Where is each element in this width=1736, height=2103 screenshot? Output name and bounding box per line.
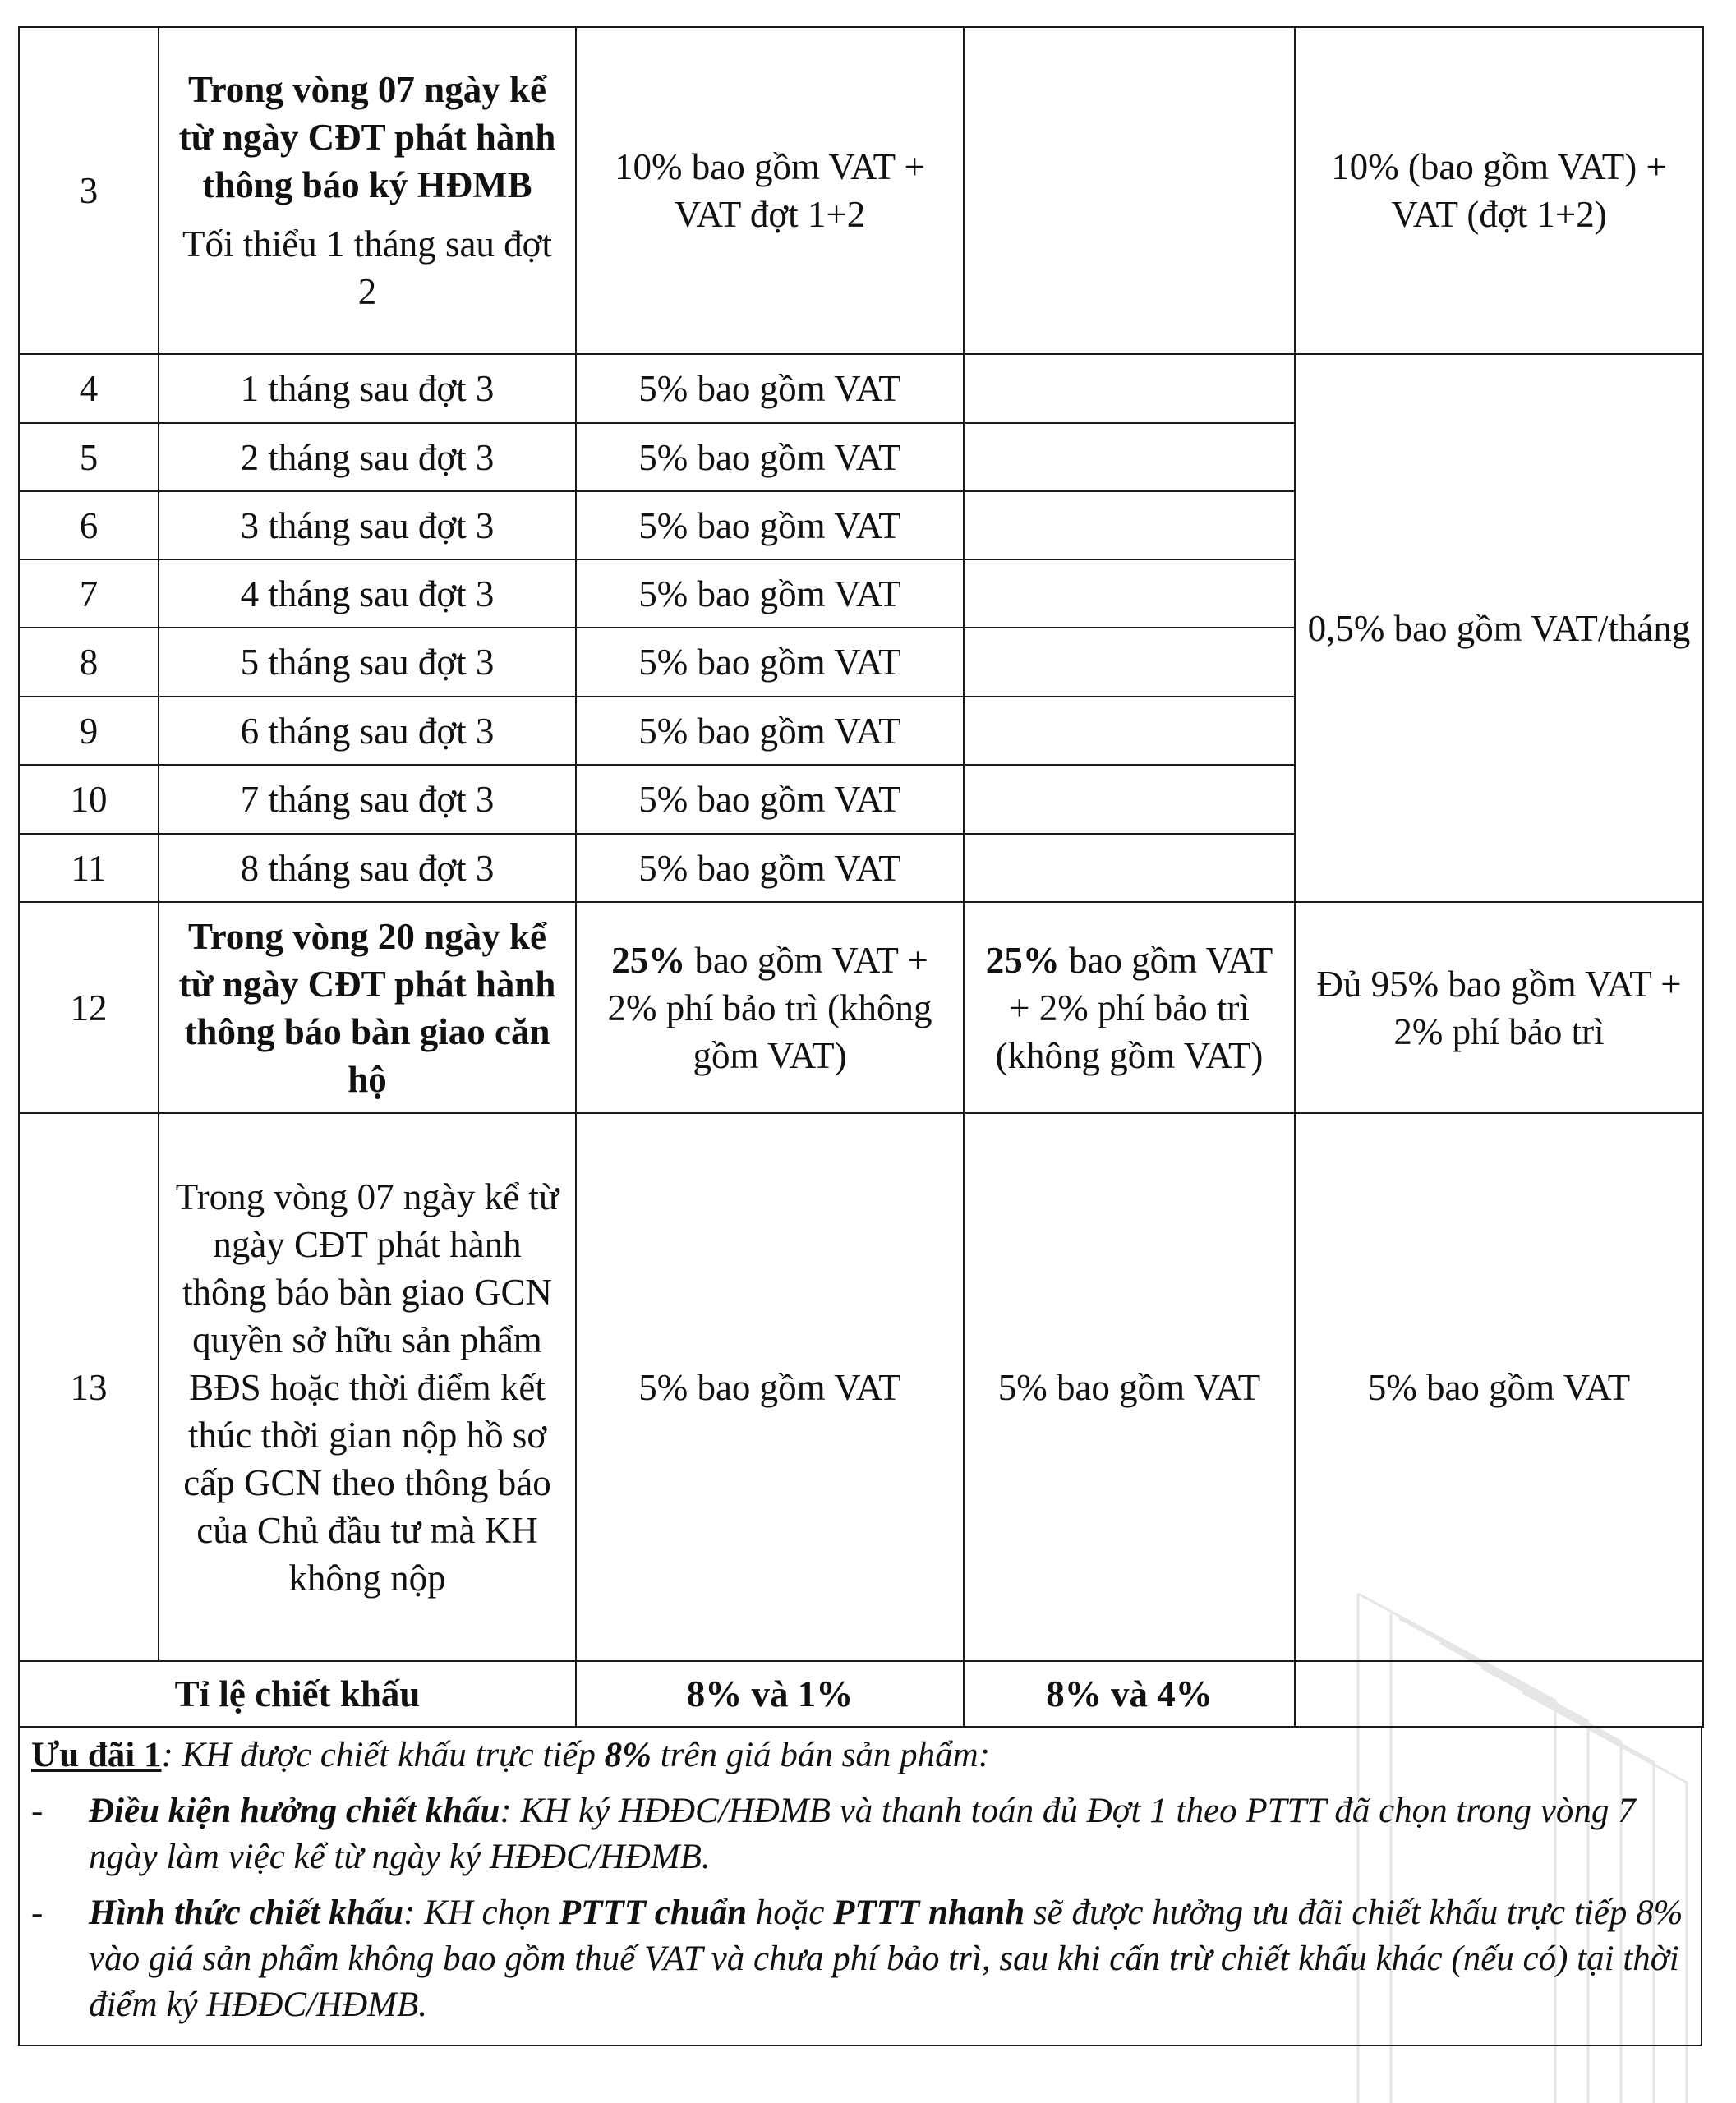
timing-sub: Tối thiểu 1 tháng sau đợt 2 — [182, 223, 552, 312]
installment-number: 4 — [19, 354, 159, 423]
condition-text — [89, 1788, 1686, 1880]
discount-form-a: : KH chọn — [403, 1894, 559, 1932]
percent-bold: 25% — [985, 939, 1060, 981]
payment-plan-1-cell: 10% bao gồm VAT + VAT đợt 1+2 — [576, 27, 964, 354]
installment-number: 3 — [19, 27, 159, 354]
payment-plan-1-cell: 5% bao gồm VAT — [576, 1113, 964, 1661]
monthly-payment-merged-cell — [1295, 354, 1703, 902]
table-row — [19, 1113, 1703, 1661]
payment-plan-2-cell — [964, 491, 1295, 559]
plan-standard: PTTT chuẩn — [559, 1894, 748, 1932]
installment-timing: Trong vòng 20 ngày kể từ ngày CĐT phát hành thông báo bàn giao căn hộ — [159, 902, 576, 1113]
payment-plan-3-cell: Đủ 95% bao gồm VAT + 2% phí bảo trì — [1295, 902, 1703, 1113]
percent-detail: bao gồm VAT + 2% phí bảo trì (không gồm VAT) — [995, 939, 1273, 1076]
monthly-payment-text: 0,5% bao gồm VAT/tháng — [1307, 607, 1691, 649]
bullet-dash: - — [31, 1792, 44, 1830]
table-row — [19, 354, 1703, 423]
list-item — [31, 1788, 1686, 1880]
payment-plan-1-cell: 5% bao gồm VAT — [576, 354, 964, 423]
installment-number: 7 — [19, 559, 159, 628]
payment-plan-2-cell — [964, 423, 1295, 491]
discount-form-e: sẽ được hưởng ưu đãi chiết khấu trực tiếp 8% vào giá sản phẩm không bao gồm thuế VAT và chưa phí bảo trì, sau khi cấn trừ chiết khấu khác (nếu có) tại thời điểm ký HĐĐC/HĐMB. — [89, 1894, 1683, 2024]
payment-plan-2-cell — [964, 354, 1295, 423]
installment-timing: 5 tháng sau đợt 3 — [159, 628, 576, 697]
payment-plan-2-cell — [964, 834, 1295, 902]
percent-detail: bao gồm VAT + 2% phí bảo trì (không gồm VAT) — [607, 939, 932, 1076]
payment-plan-2-cell — [964, 765, 1295, 834]
incentive-notes — [18, 1728, 1702, 2046]
table-row — [19, 27, 1703, 354]
lead-text: : KH được chiết khấu trực tiếp — [161, 1736, 605, 1774]
discount-form-c: hoặc — [747, 1894, 834, 1932]
discount-form-title: Hình thức chiết khấu — [89, 1894, 403, 1932]
installment-number: 9 — [19, 697, 159, 765]
installment-timing — [159, 27, 576, 354]
lead-percent: 8% — [604, 1736, 652, 1774]
installment-number: 10 — [19, 765, 159, 834]
installment-timing: 2 tháng sau đợt 3 — [159, 423, 576, 491]
installment-timing: Trong vòng 07 ngày kể từ ngày CĐT phát hành thông báo bàn giao GCN quyền sở hữu sản phẩm BĐS hoặc thời điểm kết thúc thời gian nộp hồ sơ cấp GCN theo thông báo của Chủ đầu tư mà KH không nộp — [159, 1113, 576, 1661]
installment-timing: 1 tháng sau đợt 3 — [159, 354, 576, 423]
installment-number: 6 — [19, 491, 159, 559]
installment-timing: 6 tháng sau đợt 3 — [159, 697, 576, 765]
installment-timing: 7 tháng sau đợt 3 — [159, 765, 576, 834]
payment-plan-1-cell: 5% bao gồm VAT — [576, 628, 964, 697]
payment-plan-2-cell — [964, 27, 1295, 354]
condition-detail: : KH ký HĐĐC/HĐMB và thanh toán đủ Đợt 1 theo PTTT đã chọn trong vòng 7 ngày làm việc kể từ ngày ký HĐĐC/HĐMB. — [89, 1792, 1636, 1876]
payment-plan-1-cell: 5% bao gồm VAT — [576, 559, 964, 628]
installment-timing: 4 tháng sau đợt 3 — [159, 559, 576, 628]
list-item — [31, 1890, 1686, 2028]
payment-plan-2-cell: 5% bao gồm VAT — [964, 1113, 1295, 1661]
incentive-lead — [31, 1733, 1686, 1779]
payment-plan-2-cell — [964, 559, 1295, 628]
bullet-dash: - — [31, 1894, 44, 1932]
payment-plan-1-cell: 5% bao gồm VAT — [576, 765, 964, 834]
installment-number: 5 — [19, 423, 159, 491]
lead-text-end: trên giá bán sản phẩm: — [651, 1736, 991, 1774]
timing-main: Trong vòng 07 ngày kể từ ngày CĐT phát hành thông báo ký HĐMB — [178, 69, 556, 205]
payment-schedule-document — [18, 26, 1702, 2046]
discount-plan-2: 8% và 4% — [964, 1661, 1295, 1727]
payment-plan-3-cell: 5% bao gồm VAT — [1295, 1113, 1703, 1661]
installment-number: 13 — [19, 1113, 159, 1661]
payment-plan-2-cell — [964, 628, 1295, 697]
discount-rate-row — [19, 1661, 1703, 1727]
installment-timing: 3 tháng sau đợt 3 — [159, 491, 576, 559]
plan-fast: PTTT nhanh — [833, 1894, 1025, 1932]
payment-schedule-table — [18, 26, 1704, 1728]
payment-plan-1-cell: 5% bao gồm VAT — [576, 834, 964, 902]
discount-form-text — [89, 1890, 1686, 2028]
payment-plan-3-cell: 10% (bao gồm VAT) + VAT (đợt 1+2) — [1295, 27, 1703, 354]
payment-plan-1-cell: 5% bao gồm VAT — [576, 697, 964, 765]
payment-plan-2-cell — [964, 697, 1295, 765]
installment-number: 11 — [19, 834, 159, 902]
discount-plan-3 — [1295, 1661, 1703, 1727]
discount-plan-1: 8% và 1% — [576, 1661, 964, 1727]
installment-number: 12 — [19, 902, 159, 1113]
payment-plan-2-cell — [964, 902, 1295, 1113]
incentive-title: Ưu đãi 1 — [31, 1736, 162, 1774]
condition-title: Điều kiện hưởng chiết khấu — [89, 1792, 500, 1830]
table-row — [19, 902, 1703, 1113]
percent-bold: 25% — [611, 939, 686, 981]
payment-plan-1-cell: 5% bao gồm VAT — [576, 423, 964, 491]
discount-rate-label: Tỉ lệ chiết khấu — [19, 1661, 576, 1727]
payment-plan-1-cell: 5% bao gồm VAT — [576, 491, 964, 559]
installment-timing: 8 tháng sau đợt 3 — [159, 834, 576, 902]
payment-plan-1-cell — [576, 902, 964, 1113]
installment-number: 8 — [19, 628, 159, 697]
